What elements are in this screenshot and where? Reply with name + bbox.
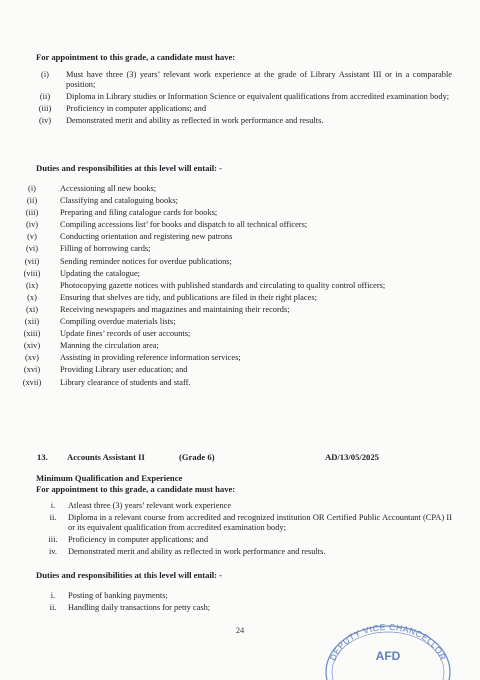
item-number: i. [50, 501, 56, 510]
list-item [0, 281, 480, 291]
post-title: Accounts Assistant II [67, 452, 145, 462]
duties-heading-2: Duties and responsibilities at this level will entail: - [36, 570, 223, 580]
item-number: (xvi) [23, 365, 41, 375]
list-item [0, 591, 480, 601]
list-item [0, 603, 480, 613]
item-text: Sending reminder notices for overdue publications; [60, 256, 232, 266]
item-text: Diploma in a relevant course from accredited and recognized institution OR Certified Public Accountant (CPA) II or its equivalent qualification from accredited examination body; [68, 513, 452, 533]
list-item [0, 329, 480, 339]
item-number: (xi) [25, 304, 39, 314]
post-reference: AD/13/05/2025 [325, 452, 379, 462]
requirements-list-2 [0, 501, 480, 559]
item-text: Manning the circulation area; [60, 341, 159, 351]
list-item [0, 293, 480, 303]
qualification-heading: Minimum Qualification and Experience [36, 473, 183, 483]
item-text: Classifying and cataloguing books; [60, 196, 178, 206]
item-text: Filling of borrowing cards; [60, 244, 151, 254]
list-item [0, 317, 480, 327]
item-text: Proficiency in computer applications; and [66, 104, 207, 114]
item-number: (x) [27, 292, 37, 302]
item-text: Atleast three (3) years’ relevant work experience [68, 501, 232, 510]
item-text: Must have three (3) years’ relevant work experience at the grade of Library Assistant III or in a comparable position; [66, 70, 452, 90]
item-text: Receiving newspapers and magazines and maintaining their records; [60, 304, 290, 314]
list-item [0, 257, 480, 267]
item-text: Updating the catalogue; [60, 268, 141, 278]
list-item [0, 116, 480, 126]
list-item [0, 513, 480, 533]
item-number: (xii) [24, 317, 40, 327]
item-text: Ensuring that shelves are tidy, and publications are filed in their right places; [60, 292, 317, 302]
item-number: ii. [49, 603, 57, 613]
item-number: (xiii) [23, 329, 41, 339]
list-item [0, 378, 480, 388]
page-number: 24 [235, 626, 245, 635]
list-item [0, 208, 480, 218]
list-item [0, 184, 480, 194]
requirements-heading: For appointment to this grade, a candidate must have: [36, 52, 236, 62]
item-text: Assisting in providing reference information services; [60, 353, 241, 363]
item-number: (i) [28, 184, 36, 193]
official-stamp [318, 620, 458, 680]
item-number: (viii) [23, 268, 41, 278]
item-number: (iii) [38, 104, 52, 114]
item-number: (i) [41, 70, 49, 79]
list-item [0, 220, 480, 230]
list-item [0, 341, 480, 351]
list-item [0, 365, 480, 375]
item-number: (xvii) [22, 377, 42, 387]
post-number: 13. [37, 452, 48, 462]
list-item [0, 244, 480, 254]
item-number: (ii) [26, 196, 38, 206]
item-number: (iii) [25, 208, 39, 218]
item-text: Update fines’ records of user accounts; [60, 329, 191, 339]
list-item [0, 269, 480, 279]
svg-text:AFD: AFD [375, 649, 401, 663]
item-text: Handling daily transactions for petty cash; [68, 603, 211, 613]
item-text: Library clearance of students and staff. [60, 377, 191, 387]
item-text: Posting of banking payments; [68, 591, 168, 600]
item-number: i. [50, 591, 56, 600]
item-number: (iv) [25, 220, 39, 230]
duties-list-2 [0, 591, 480, 615]
item-text: Compiling accessions list’ for books and dispatch to all technical officers; [60, 220, 308, 230]
list-item [0, 92, 480, 102]
post-header-row [37, 452, 457, 464]
item-number: iv. [48, 547, 58, 557]
item-text: Accessioning all new books; [60, 184, 157, 193]
item-text: Providing Library user education; and [60, 365, 188, 375]
list-item [0, 70, 480, 90]
list-item [0, 305, 480, 315]
item-text: Demonstrated merit and ability as reflected in work performance and results. [66, 116, 324, 126]
item-number: (vi) [25, 244, 39, 254]
item-number: (iv) [38, 116, 52, 126]
item-number: (xv) [25, 353, 39, 363]
item-text: Proficiency in computer applications; and [68, 535, 209, 545]
list-item [0, 353, 480, 363]
item-text: Preparing and filing catalogue cards for books; [60, 208, 218, 218]
requirements-heading-2: For appointment to this grade, a candidate must have: [36, 484, 236, 494]
duties-list [0, 184, 480, 390]
list-item [0, 535, 480, 545]
item-number: (v) [27, 232, 37, 242]
item-number: iii. [48, 535, 58, 545]
item-number: (ix) [25, 280, 39, 290]
requirements-list [0, 70, 480, 128]
svg-text:DEPUTY VICE CHANCELLOR: DEPUTY VICE CHANCELLOR [327, 621, 449, 662]
item-text: Diploma in Library studies or Information Science or equivalent qualifications from accredited examination body; [66, 92, 450, 102]
list-item [0, 547, 480, 557]
list-item [0, 232, 480, 242]
item-text: Photocopying gazette notices with published standards and circulating to quality control officers; [60, 280, 386, 290]
item-text: Demonstrated merit and ability as reflected in work performance and results. [68, 547, 326, 557]
item-number: ii. [49, 513, 57, 523]
item-text: Conducting orientation and registering new patrons [60, 232, 233, 242]
item-text: Compiling overdue materials lists; [60, 317, 176, 327]
item-number: (xiv) [23, 341, 41, 351]
post-grade: (Grade 6) [179, 452, 215, 462]
list-item [0, 501, 480, 511]
item-number: (vii) [24, 256, 40, 266]
list-item [0, 104, 480, 114]
list-item [0, 196, 480, 206]
item-number: (ii) [39, 92, 51, 102]
duties-heading: Duties and responsibilities at this level will entail: - [36, 163, 223, 173]
